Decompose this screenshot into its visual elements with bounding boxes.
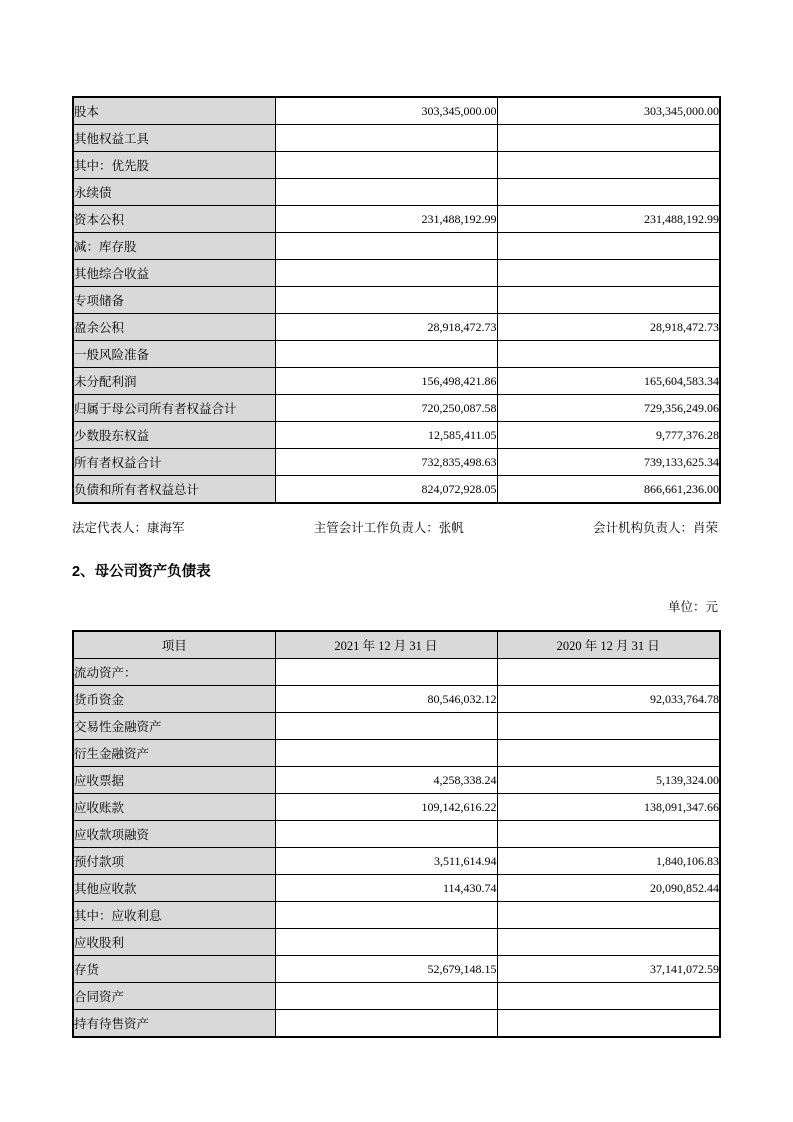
table-row — [73, 314, 720, 341]
value-2020 — [497, 233, 720, 260]
value-2020: 739,133,625.34 — [497, 449, 720, 476]
row-label: 其他应收款 — [73, 875, 275, 902]
row-label: 未分配利润 — [73, 368, 275, 395]
value-2020 — [497, 179, 720, 206]
value-2020: 28,918,472.73 — [497, 314, 720, 341]
table-row — [73, 341, 720, 368]
row-label: 减：库存股 — [73, 233, 275, 260]
table-row — [73, 767, 720, 794]
row-label: 流动资产： — [73, 659, 275, 686]
value-2021 — [275, 179, 497, 206]
value-2020 — [497, 713, 720, 740]
value-2021: 80,546,032.12 — [275, 686, 497, 713]
value-2020 — [497, 983, 720, 1010]
table-row — [73, 929, 720, 956]
table-row — [73, 179, 720, 206]
table-row — [73, 686, 720, 713]
row-label: 资本公积 — [73, 206, 275, 233]
header-item: 项目 — [73, 631, 275, 659]
table-row — [73, 152, 720, 179]
header-date-2020: 2020 年 12 月 31 日 — [497, 631, 720, 659]
value-2020: 37,141,072.59 — [497, 956, 720, 983]
value-2021 — [275, 152, 497, 179]
table-row — [73, 983, 720, 1010]
value-2021: 720,250,087.58 — [275, 395, 497, 422]
value-2021 — [275, 233, 497, 260]
value-2021 — [275, 821, 497, 848]
value-2021 — [275, 659, 497, 686]
unit-label: 单位：元 — [667, 600, 718, 614]
value-2021: 732,835,498.63 — [275, 449, 497, 476]
value-2021 — [275, 287, 497, 314]
header-row — [73, 631, 720, 659]
equity-table-body — [73, 97, 720, 503]
value-2021 — [275, 740, 497, 767]
row-label: 其中：应收利息 — [73, 902, 275, 929]
table-row — [73, 422, 720, 449]
value-2020: 165,604,583.34 — [497, 368, 720, 395]
row-label: 应收股利 — [73, 929, 275, 956]
table-row — [73, 97, 720, 125]
value-2021 — [275, 713, 497, 740]
legal-representative-label: 法定代表人：康海军 — [72, 521, 185, 535]
table-row — [73, 368, 720, 395]
value-2020 — [497, 821, 720, 848]
row-label: 盈余公积 — [73, 314, 275, 341]
table-row — [73, 848, 720, 875]
value-2021 — [275, 341, 497, 368]
table-row — [73, 260, 720, 287]
row-label: 负债和所有者权益总计 — [73, 476, 275, 504]
value-2021: 109,142,616.22 — [275, 794, 497, 821]
row-label: 其他权益工具 — [73, 125, 275, 152]
table-row — [73, 659, 720, 686]
value-2020: 20,090,852.44 — [497, 875, 720, 902]
value-2021 — [275, 902, 497, 929]
value-2020 — [497, 260, 720, 287]
value-2020: 9,777,376.28 — [497, 422, 720, 449]
value-2021: 303,345,000.00 — [275, 97, 497, 125]
row-label: 货币资金 — [73, 686, 275, 713]
row-label: 交易性金融资产 — [73, 713, 275, 740]
table-row — [73, 821, 720, 848]
section-title: 2、母公司资产负债表 — [72, 564, 211, 580]
value-2020 — [497, 152, 720, 179]
table-row — [73, 794, 720, 821]
table-row — [73, 287, 720, 314]
row-label: 其他综合收益 — [73, 260, 275, 287]
value-2021 — [275, 260, 497, 287]
value-2021: 824,072,928.05 — [275, 476, 497, 504]
row-label: 存货 — [73, 956, 275, 983]
value-2020: 138,091,347.66 — [497, 794, 720, 821]
table-row — [73, 1010, 720, 1038]
table-row — [73, 713, 720, 740]
value-2020 — [497, 287, 720, 314]
value-2020: 303,345,000.00 — [497, 97, 720, 125]
value-2021 — [275, 1010, 497, 1038]
row-label: 所有者权益合计 — [73, 449, 275, 476]
row-label: 应收账款 — [73, 794, 275, 821]
value-2020 — [497, 740, 720, 767]
value-2020: 729,356,249.06 — [497, 395, 720, 422]
table-row — [73, 449, 720, 476]
row-label: 永续债 — [73, 179, 275, 206]
value-2021: 12,585,411.05 — [275, 422, 497, 449]
value-2020 — [497, 125, 720, 152]
value-2021 — [275, 983, 497, 1010]
value-2020 — [497, 929, 720, 956]
value-2021: 4,258,338.24 — [275, 767, 497, 794]
value-2020: 231,488,192.99 — [497, 206, 720, 233]
table-row — [73, 476, 720, 504]
value-2021 — [275, 929, 497, 956]
value-2021 — [275, 125, 497, 152]
row-label: 归属于母公司所有者权益合计 — [73, 395, 275, 422]
balance-table-body — [73, 659, 720, 1038]
table-row — [73, 902, 720, 929]
header-date-2021: 2021 年 12 月 31 日 — [275, 631, 497, 659]
table-row — [73, 233, 720, 260]
table-row — [73, 875, 720, 902]
table-row — [73, 206, 720, 233]
value-2020: 1,840,106.83 — [497, 848, 720, 875]
value-2020 — [497, 902, 720, 929]
value-2020: 866,661,236.00 — [497, 476, 720, 504]
value-2021: 52,679,148.15 — [275, 956, 497, 983]
row-label: 衍生金融资产 — [73, 740, 275, 767]
signature-row — [72, 521, 718, 536]
value-2021: 28,918,472.73 — [275, 314, 497, 341]
table-row — [73, 125, 720, 152]
value-2020: 5,139,324.00 — [497, 767, 720, 794]
value-2021: 231,488,192.99 — [275, 206, 497, 233]
row-label: 一般风险准备 — [73, 341, 275, 368]
row-label: 持有待售资产 — [73, 1010, 275, 1038]
row-label: 应收款项融资 — [73, 821, 275, 848]
value-2021: 156,498,421.86 — [275, 368, 497, 395]
value-2020: 92,033,764.78 — [497, 686, 720, 713]
row-label: 应收票据 — [73, 767, 275, 794]
row-label: 其中：优先股 — [73, 152, 275, 179]
equity-table — [72, 96, 721, 504]
table-row — [73, 740, 720, 767]
value-2021: 3,511,614.94 — [275, 848, 497, 875]
chief-accounting-officer-label: 主管会计工作负责人：张帆 — [313, 521, 464, 535]
balance-sheet-table — [72, 630, 721, 1038]
table-row — [73, 395, 720, 422]
value-2021: 114,430.74 — [275, 875, 497, 902]
row-label: 少数股东权益 — [73, 422, 275, 449]
row-label: 预付款项 — [73, 848, 275, 875]
table-row — [73, 956, 720, 983]
accounting-department-head-label: 会计机构负责人：肖荣 — [592, 521, 718, 535]
row-label: 股本 — [73, 97, 275, 125]
row-label: 专项储备 — [73, 287, 275, 314]
value-2020 — [497, 659, 720, 686]
value-2020 — [497, 1010, 720, 1038]
row-label: 合同资产 — [73, 983, 275, 1010]
value-2020 — [497, 341, 720, 368]
